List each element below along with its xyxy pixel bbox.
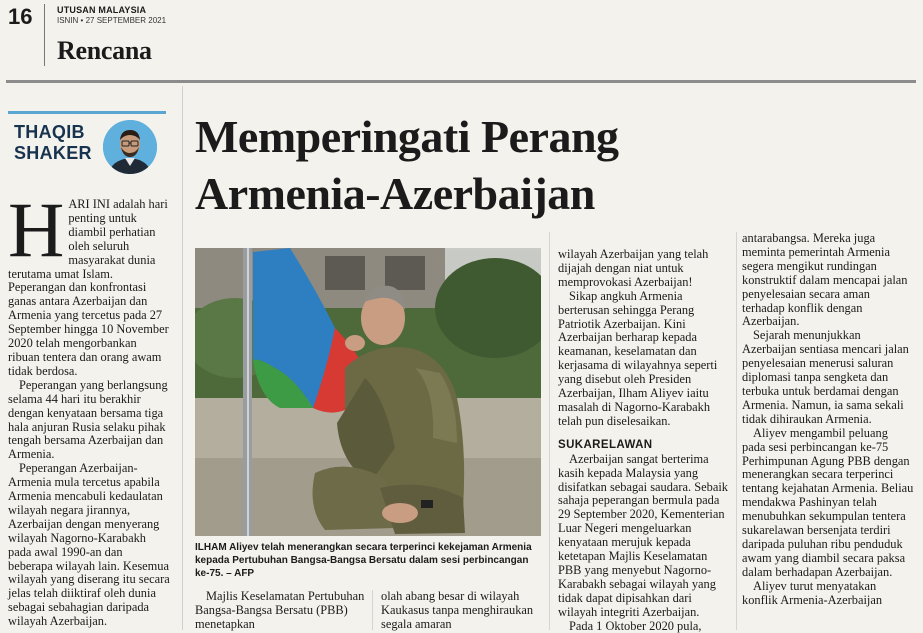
paragraph: olah abang besar di wilayah Kaukasus tanpa menghiraukan segala amaran (381, 589, 534, 631)
paragraph: Aliyev turut menyatakan konflik Armenia-Azerbaijan (742, 578, 883, 607)
paragraph: ARI INI adalah hari penting untuk diambil perhatian oleh seluruh masyarakat dunia terutama umat Islam. Peperangan dan konfrontasi ganas antara Azerbaijan dan Armenia yang tercetus pada 27 September hingga 10 November 2020 telah mengorbankan ribuan tentera dan orang awam tidak berdosa. (8, 197, 169, 378)
paragraph: Majlis Keselamatan Pertubuhan Bangsa-Bangsa Bersatu (PBB) menetapkan (195, 589, 365, 631)
column-divider (736, 232, 737, 630)
paragraph: Peperangan Azerbaijan-Armenia mula tercetus apabila Armenia mencabuli kedaulatan wilayah negara jirannya, Azerbaijan dengan menyerang wilayah Nagorno-Karabakh pada awal 1990-an dan beberapa wilayah lain. Kesemua wilayah yang diserang itu secara jelas telah diiktiraf oleh dunia sebagai sebahagian daripada wilayah Azerbaijan. (8, 461, 170, 629)
author-last-name: SHAKER (14, 143, 92, 163)
headline-line: Armenia-Azerbaijan (195, 168, 595, 219)
column-3-text (558, 248, 730, 633)
header-rule (6, 80, 916, 83)
photo-caption: ILHAM Aliyev telah menerangkan secara terperinci kekejaman Armenia kepada Pertubuhan Bangsa-Bangsa Bersatu dalam sesi perbincangan ke-75. – AFP (195, 542, 532, 579)
section-title: Rencana (57, 36, 152, 65)
author-first-name: THAQIB (14, 122, 85, 142)
news-photo (195, 248, 541, 536)
left-column-text (8, 186, 170, 629)
drop-cap: H (8, 186, 65, 273)
column-divider (549, 232, 550, 630)
paragraph: Azerbaijan sangat berterima kasih kepada Malaysia yang disifatkan sebagai saudara. Sebaik sahaja peperangan bermula pada 29 September 2020, Kementerian Luar Negeri mengeluarkan kenyataan merujuk kepada ketetapan Majlis Keselamatan PBB yang menyebut Nagorno-Karabakh sebagai wilayah yang tidak dapat dipisahkan dari wilayah integriti Azerbaijan. (558, 451, 728, 619)
column-3-bottom-text (381, 590, 546, 632)
author-avatar (103, 120, 157, 174)
paper-name: UTUSAN MALAYSIA (57, 5, 147, 15)
column-2-text (195, 590, 365, 632)
paragraph: Sejarah menunjukkan Azerbaijan sentiasa mencari jalan penyelesaian menerusi saluran diplomasi tanpa sengketa dan terbuka untuk berdamai dengan Armenia. Namun, ia sama sekali tidak dihiraukan Armenia. (742, 328, 909, 426)
paragraph: Pada 1 Oktober 2020 pula, (569, 618, 702, 633)
issue-date: ISNIN • 27 SEPTEMBER 2021 (57, 16, 167, 25)
headline (195, 108, 815, 222)
header-divider (44, 4, 45, 66)
paragraph: wilayah Azerbaijan yang telah dijajah dengan niat untuk memprovokasi Azerbaijan! (558, 247, 709, 289)
column-divider (372, 590, 373, 630)
headline-line: Memperingati Perang (195, 111, 619, 162)
paragraph: Aliyev mengambil peluang pada sesi perbincangan ke-75 Perhimpunan Agung PBB dengan menerangkan secara terperinci tentang kejahatan Armenia. Beliau mendakwa Pashinyan telah menubuhkan sekumpulan tentera sukarelawan bersenjata terdiri daripada puluhan ribu penduduk awam yang diambil secara paksa dalam berhadapan Azerbaijan. (742, 425, 914, 579)
column-divider (182, 86, 183, 630)
column-4-text (742, 232, 914, 607)
paragraph: Sikap angkuh Armenia berterusan sehingga Perang Patriotik Azerbaijan. Kini Azerbaijan berharap kepada keamanan, keselamatan dan kerjasama di wilayahnya seperti yang disebut oleh Presiden Azerbaijan, Ilham Aliyev iaitu masalah di Nagorno-Karabakh telah pun diselesaikan. (558, 288, 718, 428)
subheading: SUKARELAWAN (558, 438, 653, 451)
paragraph: Peperangan yang berlangsung selama 44 hari itu berakhir dengan kenyataan bersama tiga hala anjuran Rusia selaku pihak tengah bersama Azerbaijan dan Armenia. (8, 377, 168, 462)
paragraph: antarabangsa. Mereka juga meminta pemerintah Armenia segera mengikut rundingan konstruktif dalam mencapai jalan penyelesaian secara aman terhadap konflik dengan Azerbaijan. (742, 231, 908, 329)
page-number: 16 (8, 4, 33, 29)
